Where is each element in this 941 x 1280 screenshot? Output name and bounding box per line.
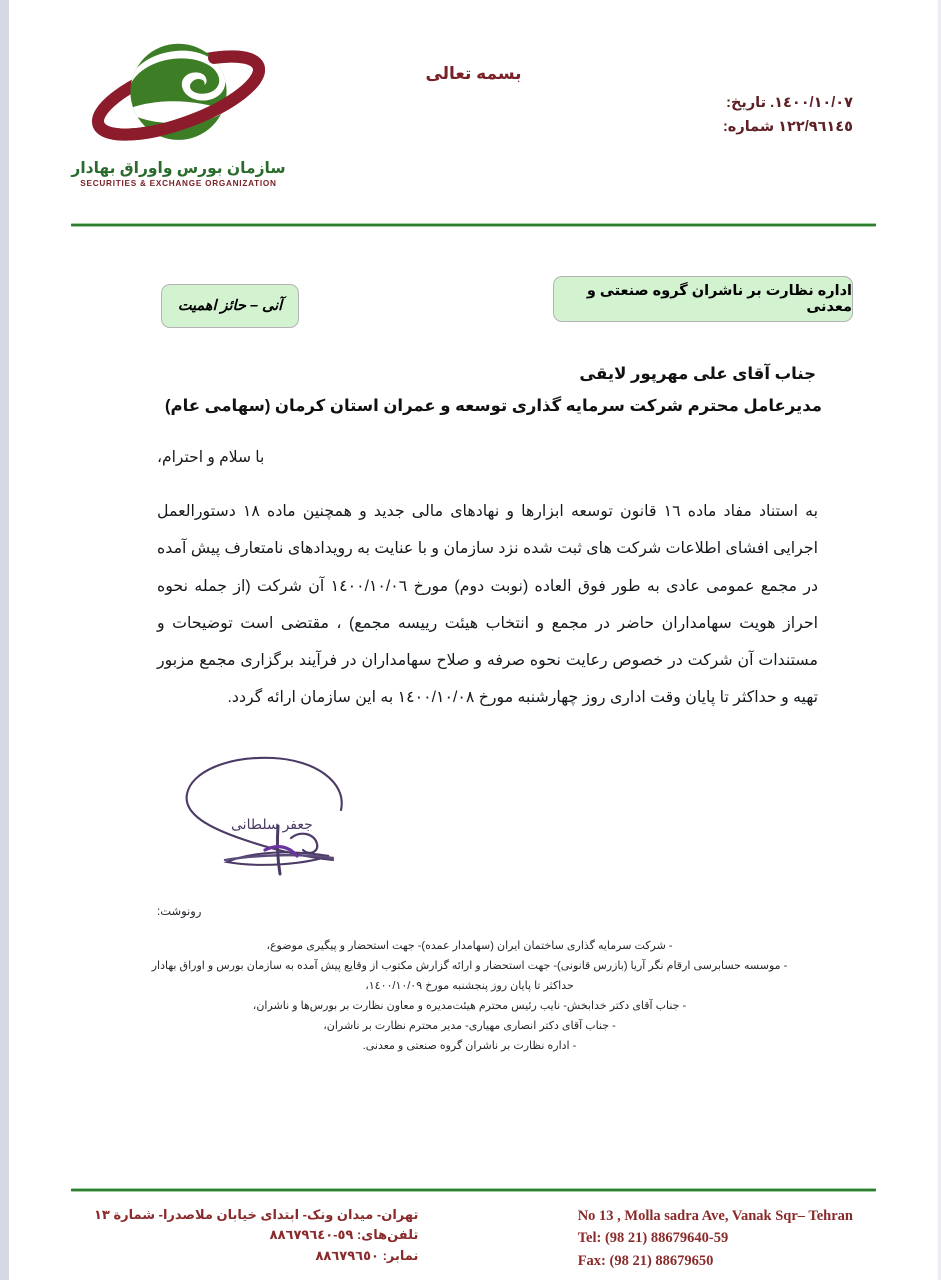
- letter-footer: [9, 1187, 938, 1280]
- department-badge-label: اداره نظارت بر ناشران گروه صنعتی و معدنی: [586, 283, 852, 315]
- signature-block: [165, 738, 367, 886]
- logo-name-en: SECURITIES & EXCHANGE ORGANIZATION: [80, 179, 277, 188]
- footer-persian-contact: [94, 1205, 418, 1272]
- cc-item-continuation: حداکثر تا پایان روز پنجشنبه مورخ ١٤٠٠/١٠/٠٩،: [365, 980, 574, 993]
- letter-meta: [723, 92, 853, 140]
- organization-logo: [61, 28, 296, 188]
- urgency-badge-label: آنی – حائز اهمیت: [177, 298, 283, 314]
- handwritten-signature-icon: [165, 738, 367, 886]
- globe-orbit-icon: [86, 28, 271, 163]
- cc-item: - جناب آقای دکتر خدابخش- نایب رئیس محترم هیئت‌مدیره و معاون نظارت بر بورس‌ها و ناشران،: [252, 1000, 687, 1013]
- footer-english-contact: [578, 1205, 853, 1272]
- cc-item: - اداره نظارت بر ناشران گروه صنعتی و معدنی.: [362, 1040, 577, 1053]
- letter-date-row: [723, 92, 853, 116]
- signature-area: [9, 738, 938, 898]
- letter-number-value: ١٢٢/٩٦١٤٥: [778, 118, 853, 135]
- badge-row: [9, 270, 938, 342]
- letter-header: [9, 0, 938, 205]
- cc-item: - شرکت سرمایه گذاری ساختمان ایران (سهامدار عمده)- جهت استحضار و پیگیری موضوع،: [266, 940, 673, 952]
- footer-fa-fax: نمابر: ٨٨٦٧٩٦٥٠: [315, 1248, 419, 1264]
- footer-en-fax: Fax: (98 21) 88679650: [577, 1252, 714, 1269]
- letter-number-label: شماره:: [722, 118, 775, 135]
- addressee-block: [9, 358, 822, 422]
- cc-list: [121, 936, 818, 1056]
- cc-heading: رونوشت:: [157, 906, 202, 918]
- basmala-text: بسمه تعالی: [425, 64, 522, 83]
- cc-item: - جناب آقای دکتر انصاری مهیاری- مدیر محترم نظارت بر ناشران،: [323, 1020, 616, 1033]
- letter-date-label: تاریخ:: [726, 95, 767, 111]
- header-divider: [71, 222, 876, 228]
- department-badge: [553, 276, 853, 322]
- body-paragraph: به استناد مفاد ماده ١٦ قانون توسعه ابزارها و نهادهای مالی جدید و همچنین ماده ١٨ دستورالعمل اجرایی افشای اطلاعات شرکت های ثبت شده نزد سازمان و با عنایت به رویدادهای نامتعارف پیش آمده در مجمع عمومی عادی به طور فوق العاده (نوبت دوم) مورخ ١٤٠٠/١٠/٠٦ آن شرکت (از جمله نحوه احراز هویت سهامداران حاضر در مجمع و انتخاب هیئت رییسه مجمع) ، مقتضی است توضیحات و مستندات آن شرکت در خصوص رعایت نحوه صرفه و صلاح سهامداران در فرآیند برگزاری مجمع مزبور تهیه و حداکثر تا پایان وقت اداری روز چهارشنبه مورخ ١٤٠٠/١٠/٠٨ به این سازمان ارائه گردد.: [157, 503, 818, 706]
- cc-item: - موسسه حسابرسی ارقام نگر آریا (بازرس قانونی)- جهت استحضار و ارائه گزارش مکتوب از وقایع پیش آمده به سازمان بورس و اوراق بهادار: [151, 960, 788, 973]
- urgency-badge: [161, 284, 299, 328]
- addressee-name: جناب آقای علی مهرپور لایقی: [579, 365, 816, 383]
- footer-fa-address: تهران- میدان ونک- ابتدای خیابان ملاصدرا- شمارة ١٣: [94, 1206, 419, 1222]
- letter-date-value: ١٤٠٠/١٠/٠٧.: [770, 95, 853, 111]
- footer-divider: [71, 1187, 876, 1193]
- logo-name-fa: سازمان بورس واوراق بهادار: [71, 160, 286, 177]
- footer-en-address: No 13 , Molla sadra Ave, Vanak Sqr– Tehran: [577, 1207, 853, 1224]
- addressee-title: مدیرعامل محترم شرکت سرمایه گذاری توسعه و عمران استان کرمان (سهامی عام): [164, 397, 822, 416]
- salutation-text: با سلام و احترام،: [157, 449, 265, 467]
- letter-number-row: [723, 116, 853, 140]
- footer-en-tel: Tel: (98 21) 88679640-59: [577, 1230, 729, 1247]
- footer-fa-tel: تلفن‌های: ٥٩-٨٨٦٧٩٦٤٠: [269, 1227, 419, 1243]
- signature-name-text: جعفر سلطانی: [231, 816, 313, 832]
